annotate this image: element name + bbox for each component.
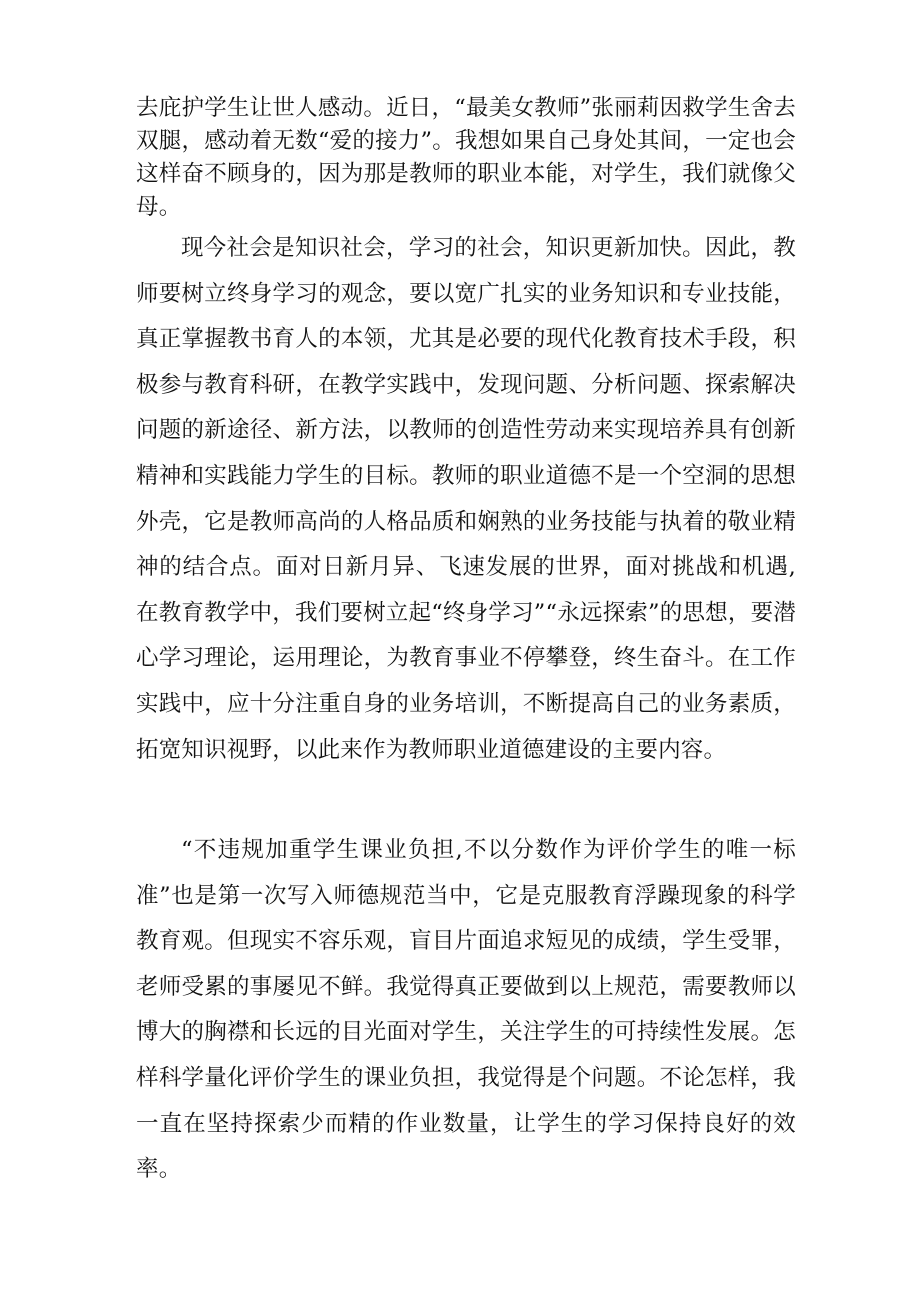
paragraph-lifelong-learning: 现今社会是知识社会，学习的社会，知识更新加快。因此，教师要树立终身学习的观念，要以宽广扎实的业务知识和专业技能，真正掌握教书育人的本领，尤其是必要的现代化教育技术手段，积极参与教育科研，在教学实践中，发现问题、分析问题、探索解决问题的新途径、新方法，以教师的创造性劳动来实现培养具有创新精神和实践能力学生的目标。教师的职业道德不是一个空洞的思想外壳，它是教师高尚的人格品质和娴熟的业务技能与执着的敬业精神的结合点。面对日新月异、飞速发展的世界，面对挑战和机遇,在教育教学中，我们要树立起“终身学习”“永远探索”的思想，要潜心学习理论，运用理论，为教育事业不停攀登，终生奋斗。在工作实践中，应十分注重自身的业务培训，不断提高自己的业务素质，拓宽知识视野，以此来作为教师职业道德建设的主要内容。 (136, 235, 796, 763)
paragraph-homework-burden: “不违规加重学生课业负担,不以分数作为评价学生的唯一标准”也是第一次写入师德规范当中，它是克服教育浮躁现象的科学教育观。但现实不容乐观，盲目片面追求短见的成绩，学生受罪，老师受累的事屡见不鲜。我觉得真正要做到以上规范，需要教师以博大的胸襟和长远的目光面对学生，关注学生的可持续性发展。怎样科学量化评价学生的课业负担，我觉得是个问题。不论怎样，我一直在坚持探索少而精的作业数量，让学生的学习保持良好的效率。 (136, 837, 796, 1183)
paragraph-continued: 去庇护学生让世人感动。近日，“最美女教师”张丽莉因救学生舍去双腿，感动着无数“爱的接力”。我想如果自己身处其间，一定也会这样奋不顾身的，因为那是教师的职业本能，对学生，我们就像父母。 (136, 95, 796, 220)
